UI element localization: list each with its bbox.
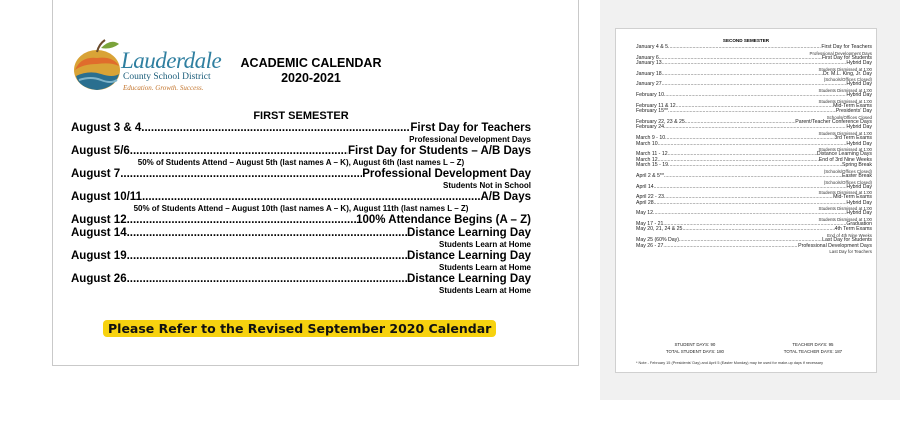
logo-district-name: County School District: [123, 72, 211, 82]
total-teacher-days: TOTAL TEACHER DAYS: 187: [783, 349, 843, 354]
entry-date: August 7: [71, 168, 121, 180]
calendar-entry: [71, 191, 531, 204]
entry-note: Students Dismissed at 1:00: [818, 87, 872, 93]
entry-event: Spring Break: [842, 162, 872, 169]
entry-note: 50% of Students Attend – August 5th (last names A – K), August 6th (last names L – Z): [137, 158, 465, 167]
entry-date: January 4 & 5: [636, 44, 669, 50]
entry-date: January 13: [636, 60, 662, 67]
entry-note: Students Learn at Home: [438, 240, 531, 249]
entry-event: Hybrid Day: [846, 124, 872, 131]
entry-note: (Schools/Offices Closed): [823, 179, 872, 185]
entry-note: Students Learn at Home: [438, 286, 531, 295]
entry-note: Students Dismissed at 1:00: [818, 190, 872, 196]
first-semester-heading: FIRST SEMESTER: [253, 110, 349, 122]
entry-event: Professional Development Days: [798, 242, 872, 249]
entry-note: Students Dismissed at 1:00: [818, 66, 872, 72]
entry-note: Students Dismissed at 1:00: [818, 147, 872, 153]
entry-event: Hybrid Day: [846, 91, 872, 98]
entry-date: August 14: [71, 227, 127, 239]
entry-date: August 19: [71, 250, 127, 262]
entry-note: Students Not in School: [443, 181, 531, 190]
entry-event: Professional Development Day: [362, 168, 531, 180]
entry-event: Hybrid Day: [846, 199, 872, 206]
day-totals: [636, 342, 872, 356]
entry-event: Parent/Teacher Conference Days: [795, 118, 872, 125]
entry-date: March 10: [636, 140, 658, 147]
calendar-footnote: * Note - February 15 (Presidents' Day) and April 5 (Easter Monday) may be used for make-up days if necessary: [636, 361, 824, 365]
entry-event: First Day for Teachers: [821, 44, 872, 50]
entry-event: Presidents' Day: [835, 108, 872, 115]
entry-date: May 26 - 27: [636, 242, 664, 249]
entry-event: Dr. M.L. King, Jr. Day: [822, 70, 872, 77]
entry-note: (Schools/Offices Closed): [823, 77, 872, 83]
entry-event: Distance Learning Day: [407, 227, 531, 239]
entry-event: First Day for Students – A/B Days: [348, 145, 531, 157]
entry-date: August 5/6: [71, 145, 130, 157]
calendar-entry: [71, 273, 531, 286]
entry-date: March 12: [636, 156, 658, 163]
entry-date: March 15 - 19: [636, 162, 669, 169]
apple-icon: [71, 34, 127, 94]
entry-note: Students Dismissed at 1:00: [818, 130, 872, 136]
entry-note: Schools/Offices Closed: [826, 114, 872, 120]
entry-event: Last Day for Students: [822, 237, 872, 244]
entry-event: Distance Learning Day: [407, 250, 531, 262]
entry-note: 50% of Students Attend – August 10th (last names A – K), August 11th (last names L – Z): [133, 204, 469, 213]
calendar-title-line2: 2020-2021: [281, 71, 341, 85]
entry-date: April 28: [636, 199, 654, 206]
entry-note: Last Day for Teachers: [829, 249, 872, 255]
entry-event: A/B Days: [480, 191, 531, 203]
calendar-entry: [636, 109, 872, 115]
district-logo: [71, 34, 221, 94]
entry-date: February 22, 23 & 25: [636, 118, 685, 125]
entry-event: First Day for Teachers: [410, 122, 531, 134]
entry-date: August 12: [71, 214, 127, 226]
second-semester-entries: [636, 45, 872, 254]
entry-event: Mid-Term Exams: [833, 102, 872, 109]
entry-note: Professional Development Days: [809, 50, 872, 56]
document-page-second-semester[interactable]: [615, 28, 877, 373]
calendar-entry: [636, 45, 872, 51]
entry-date: May 25 (60% Day): [636, 237, 679, 244]
calendar-entry: [71, 250, 531, 263]
entry-date: April 14: [636, 183, 654, 190]
entry-event: Hybrid Day: [846, 210, 872, 217]
entry-date: January 6: [636, 54, 659, 61]
entry-note: Students Dismissed at 1:00: [818, 206, 872, 212]
entry-event: Hybrid Day: [846, 183, 872, 190]
entry-event: Graduation: [846, 220, 872, 227]
entry-date: March 11 - 12: [636, 151, 668, 158]
entry-event: End of 3rd Nine Weeks: [818, 156, 872, 163]
second-semester-heading: SECOND SEMESTER: [722, 38, 770, 43]
entry-date: April 22 - 23: [636, 194, 664, 201]
entry-date: August 26: [71, 273, 127, 285]
logo-tagline: Education. Growth. Success.: [123, 84, 204, 92]
entry-date: February 24: [636, 124, 664, 131]
entry-event: 100% Attendance Begins (A – Z): [356, 214, 531, 226]
entry-note: End of 4th Nine Weeks: [827, 233, 872, 239]
teacher-days: TEACHER DAYS: 95: [792, 342, 834, 347]
total-student-days: TOTAL STUDENT DAYS: 180: [665, 349, 724, 354]
calendar-title-line1: ACADEMIC CALENDAR: [240, 56, 382, 70]
entry-date: February 10: [636, 91, 664, 98]
entry-date: August 3 & 4: [71, 122, 142, 134]
entry-date: January 18: [636, 70, 662, 77]
entry-note: (Schools/Offices Closed): [823, 168, 872, 174]
entry-event: Hybrid Day: [846, 60, 872, 67]
calendar-entry: [71, 122, 531, 135]
calendar-entry: [71, 227, 531, 240]
entry-note: Students Dismissed at 1:00: [818, 98, 872, 104]
calendar-entry: [71, 214, 531, 227]
document-page-thumbnail-panel: [600, 0, 900, 400]
student-days: STUDENT DAYS: 90: [674, 342, 716, 347]
calendar-title: [231, 56, 391, 86]
entry-date: January 27: [636, 81, 662, 88]
entry-date: February 15**: [636, 108, 669, 115]
logo-org-name: Lauderdale: [121, 48, 222, 73]
entry-date: February 11 & 12: [636, 102, 676, 109]
entry-note: Students Dismissed at 1:00: [818, 216, 872, 222]
september-calendar-notice: Please Refer to the Revised September 2020 Calendar: [103, 320, 496, 337]
entry-date: May 20, 21, 24 & 25: [636, 226, 683, 233]
calendar-entry: [636, 174, 872, 180]
entry-date: May 17 - 21: [636, 220, 664, 227]
entry-event: Hybrid Day: [846, 81, 872, 88]
calendar-entry: [636, 93, 872, 99]
calendar-entry: [636, 61, 872, 67]
calendar-entry: [71, 145, 531, 158]
entry-event: Distance Learning Days: [816, 151, 872, 158]
entry-event: Mid-Term Exams: [833, 194, 872, 201]
entry-event: Hybrid Day: [846, 140, 872, 147]
entry-event: Easter Break: [842, 172, 872, 179]
document-page-first-semester: [52, 0, 579, 366]
entry-event: Distance Learning Day: [407, 273, 531, 285]
first-semester-entries: [71, 122, 531, 296]
entry-event: 3rd Term Exams: [834, 134, 872, 141]
calendar-entry: [71, 168, 531, 181]
entry-note: Professional Development Days: [409, 135, 531, 144]
entry-date: May 12: [636, 210, 654, 217]
entry-event: First Day for Students: [821, 54, 872, 61]
entry-date: August 10/11: [71, 191, 142, 203]
entry-event: 4th Term Exams: [834, 226, 872, 233]
entry-date: April 2 & 5**: [636, 172, 664, 179]
entry-note: Students Learn at Home: [438, 263, 531, 272]
entry-date: March 9 - 10: [636, 134, 666, 141]
